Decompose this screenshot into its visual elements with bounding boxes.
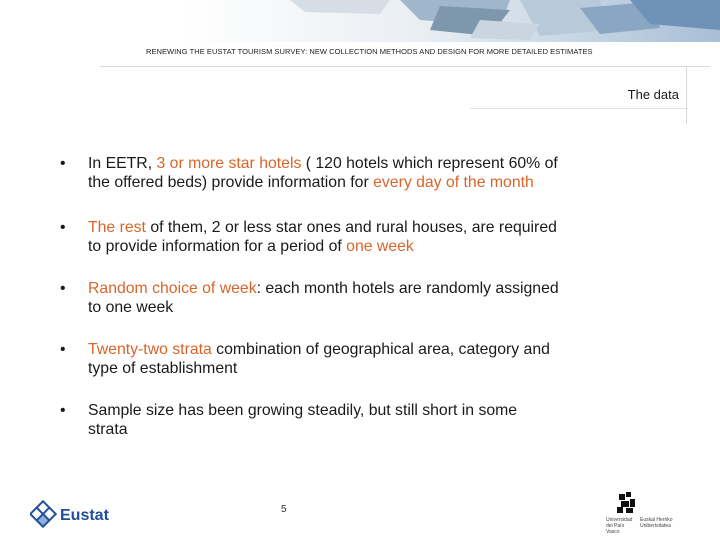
highlighted-text: Random choice of week xyxy=(88,280,257,297)
bullet-line xyxy=(88,360,688,379)
bullet-text xyxy=(88,341,688,378)
page-number: 5 xyxy=(281,504,287,515)
bullet-line xyxy=(88,174,688,193)
text-run: : each month hotels are randomly assigned xyxy=(256,280,559,297)
section-divider xyxy=(470,108,688,109)
bullet-text xyxy=(88,219,688,256)
bullet-line xyxy=(88,421,688,440)
text-run: to provide information for a period of xyxy=(88,237,347,255)
bullet-text xyxy=(88,155,688,192)
text-run: to one week xyxy=(88,298,174,316)
eustat-logo xyxy=(30,498,130,530)
bullet-line xyxy=(88,219,688,238)
header-divider xyxy=(100,66,710,67)
highlighted-text: one week xyxy=(346,237,414,255)
highlighted-text: The rest xyxy=(88,219,146,236)
bullet-line xyxy=(88,155,688,174)
bullet-line xyxy=(88,299,688,318)
bullet-marker: • xyxy=(60,219,66,236)
header-banner-image xyxy=(180,0,720,42)
bullet-marker: • xyxy=(60,341,66,358)
text-run: type of establishment xyxy=(88,359,238,377)
text-run: strata xyxy=(88,420,128,438)
bullet-line xyxy=(88,402,688,421)
ehu-text-basque: Euskal Herriko Unibertsitatea xyxy=(640,517,673,529)
text-run: ( 120 hotels which represent 60% of xyxy=(301,155,558,172)
text-run: the offered beds) provide information for xyxy=(88,173,374,191)
highlighted-text: Twenty-two strata xyxy=(88,341,212,358)
bullet-marker: • xyxy=(60,402,66,419)
bullet-line xyxy=(88,238,688,257)
bullet-text xyxy=(88,280,688,317)
text-run: of them, 2 or less star ones and rural houses, are required xyxy=(145,219,557,236)
highlighted-text: every day of the month xyxy=(373,173,534,191)
header-vertical-divider xyxy=(686,66,687,124)
bullet-marker: • xyxy=(60,280,66,297)
eustat-logo-text: Eustat xyxy=(60,507,109,524)
bullet-line xyxy=(88,280,688,299)
bullet-line xyxy=(88,341,688,360)
section-title: The data xyxy=(627,87,679,102)
bullet-marker: • xyxy=(60,155,66,172)
presentation-title: RENEWING THE EUSTAT TOURISM SURVEY: NEW COLLECTION METHODS AND DESIGN FOR MORE DETAILED ESTIMATES xyxy=(146,47,593,56)
bullet-text xyxy=(88,402,688,439)
text-run: Sample size has been growing steadily, but still short in some xyxy=(88,402,518,419)
highlighted-text: 3 or more star hotels xyxy=(156,155,302,172)
ehu-text-spanish: Universidad del País Vasco xyxy=(606,517,633,535)
text-run: In EETR, xyxy=(88,155,157,172)
text-run: combination of geographical area, category and xyxy=(211,341,550,358)
